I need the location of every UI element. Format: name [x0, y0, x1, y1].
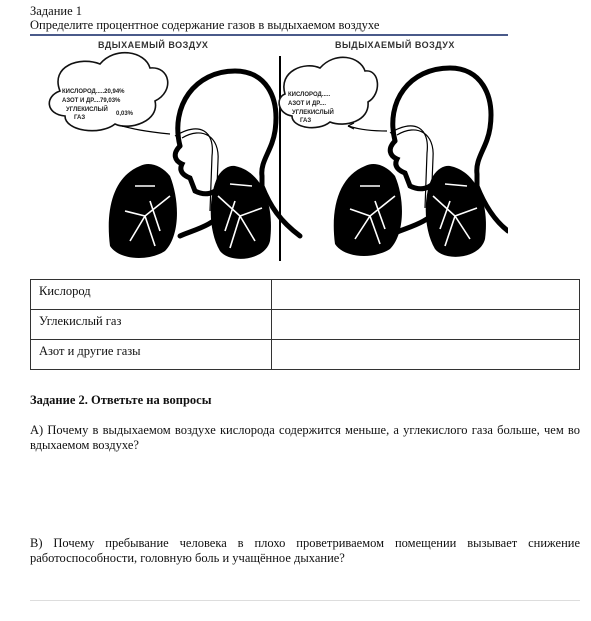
left-bubble: [49, 53, 167, 131]
table-row: [31, 310, 580, 340]
table-cell-answer[interactable]: [272, 310, 580, 340]
table-cell-label: Кислород: [31, 280, 272, 310]
respiration-diagram: [30, 36, 508, 266]
table-cell-label: Углекислый газ: [31, 310, 272, 340]
task1-instruction: Определите процентное содержание газов в выдыхаемом воздухе: [30, 18, 380, 32]
table-cell-label: Азот и другие газы: [31, 340, 272, 370]
table-cell-answer[interactable]: [272, 280, 580, 310]
bottom-divider: [30, 600, 580, 601]
left-bubble-line1: КИСЛОРОД.....20,94%: [62, 89, 125, 95]
task1-title: Задание 1: [30, 4, 83, 18]
table-row: [31, 340, 580, 370]
left-bubble-line2: АЗОТ И ДР....79,03%: [62, 98, 121, 104]
right-bubble-line4: ГАЗ: [300, 118, 312, 124]
question-b: В) Почему пребывание человека в плохо проветриваемом помещении вызывает снижение работоспособности, головную боль и учащённое дыхание?: [30, 536, 580, 565]
right-bubble-line3: УГЛЕКИСЛЫЙ: [292, 110, 334, 116]
right-bubble: [279, 57, 377, 127]
left-bubble-line3-value: 0,03%: [116, 111, 134, 117]
table-cell-answer[interactable]: [272, 340, 580, 370]
right-bubble-line1: КИСЛОРОД.....: [288, 92, 331, 98]
left-airflow-arrow: [122, 126, 170, 134]
gas-content-table: [30, 279, 580, 370]
left-bubble-line4: ГАЗ: [74, 115, 86, 121]
left-bubble-line3: УГЛЕКИСЛЫЙ: [66, 107, 108, 113]
task2-title: Задание 2. Ответьте на вопросы: [30, 393, 212, 407]
left-caption: ВДЫХАЕМЫЙ ВОЗДУХ: [98, 40, 209, 50]
right-caption: ВЫДЫХАЕМЫЙ ВОЗДУХ: [335, 40, 455, 50]
right-bubble-line2: АЗОТ И ДР....: [288, 101, 327, 107]
question-a: А) Почему в выдыхаемом воздухе кислорода содержится меньше, а углекислого газа больше, чем во вдыхаемом воздухе?: [30, 423, 580, 452]
table-row: [31, 280, 580, 310]
right-lungs: [334, 164, 486, 257]
